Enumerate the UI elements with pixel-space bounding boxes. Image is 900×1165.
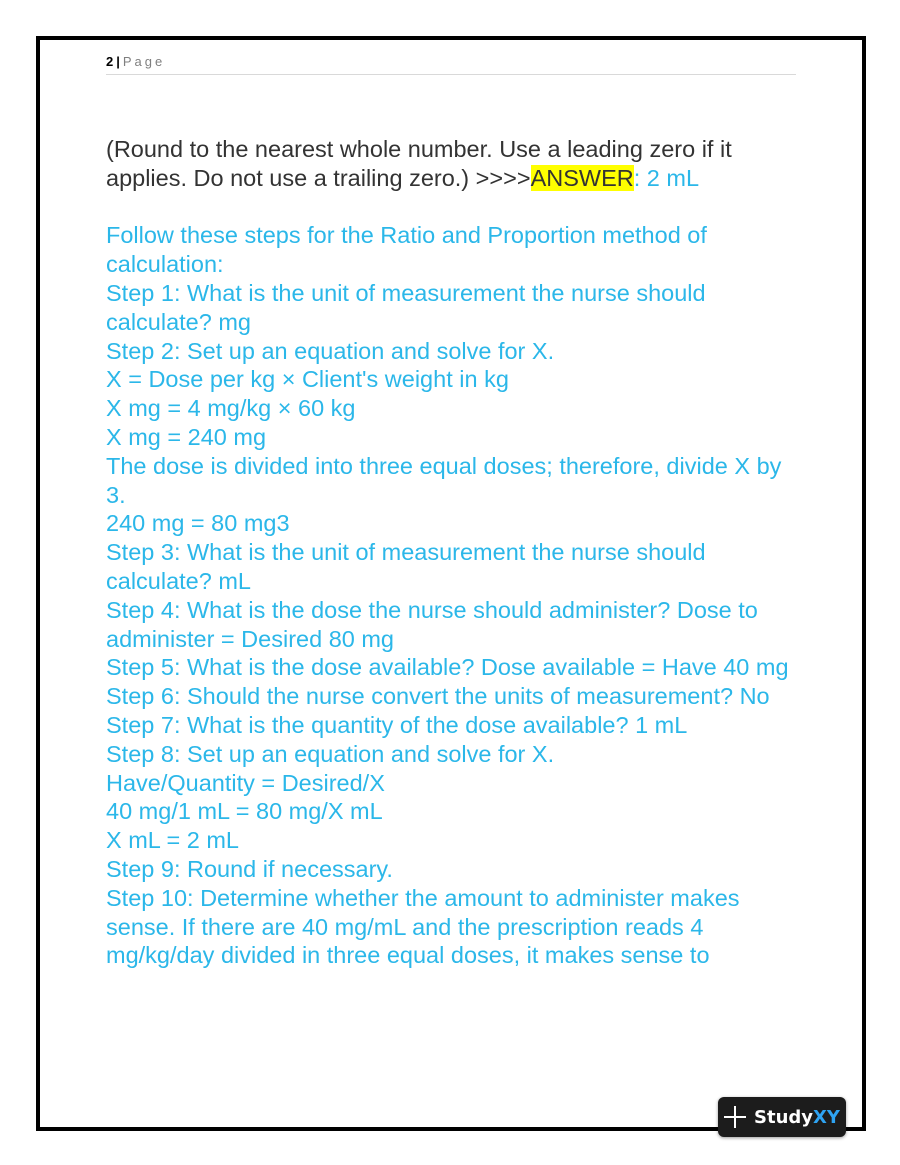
step-line: X mg = 4 mg/kg × 60 kg	[106, 395, 356, 422]
step-line: Step 10: Determine whether the amount to administer makes sense. If there are 40 mg/mL and the prescription reads 4 mg/kg/day divided in three equal doses, it makes sense to	[106, 884, 740, 969]
page-header	[106, 54, 796, 75]
intro-paragraph	[106, 135, 806, 193]
step-line: The dose is divided into three equal doses; therefore, divide X by 3.	[106, 452, 782, 508]
step-line: X mL = 2 mL	[106, 827, 240, 854]
header-separator: |	[116, 54, 120, 69]
step-line: X = Dose per kg × Client's weight in kg	[106, 366, 509, 393]
answer-value: : 2 mL	[633, 164, 700, 191]
step-line: Step 1: What is the unit of measurement the nurse should calculate? mg	[106, 279, 706, 335]
step-line: X mg = 240 mg	[106, 423, 267, 450]
intro-text: (Round to the nearest whole number. Use a leading zero if it applies. Do not use a trailing zero.) >>>>	[106, 136, 732, 191]
step-line: Step 9: Round if necessary.	[106, 855, 393, 882]
page-number: 2	[106, 54, 114, 69]
step-line: Step 8: Set up an equation and solve for X.	[106, 740, 555, 767]
answer-highlight: ANSWER	[530, 164, 634, 191]
plus-icon	[724, 1106, 746, 1128]
page-word: Page	[122, 54, 166, 69]
step-line: Step 5: What is the dose available? Dose available = Have 40 mg	[106, 654, 789, 681]
step-line: Step 4: What is the dose the nurse should administer? Dose to administer = Desired 80 mg	[106, 596, 758, 652]
step-line: Have/Quantity = Desired/X	[106, 769, 385, 796]
paragraph-gap	[106, 193, 806, 222]
document-body	[106, 135, 806, 970]
brand-accent: XY	[813, 1106, 840, 1128]
step-line: Step 6: Should the nurse convert the units of measurement? No	[106, 683, 770, 710]
step-line: Step 7: What is the quantity of the dose available? 1 mL	[106, 711, 688, 738]
step-line: Step 3: What is the unit of measurement the nurse should calculate? mL	[106, 539, 706, 594]
step-line: Follow these steps for the Ratio and Proportion method of calculation:	[106, 222, 707, 278]
brand-main: Study	[754, 1106, 814, 1128]
step-line: Step 2: Set up an equation and solve for X.	[106, 337, 555, 364]
studyxy-badge[interactable]	[718, 1097, 846, 1137]
brand-logo-text	[754, 1107, 840, 1128]
step-line: 40 mg/1 mL = 80 mg/X mL	[106, 798, 383, 825]
step-line: 240 mg = 80 mg3	[106, 510, 290, 537]
